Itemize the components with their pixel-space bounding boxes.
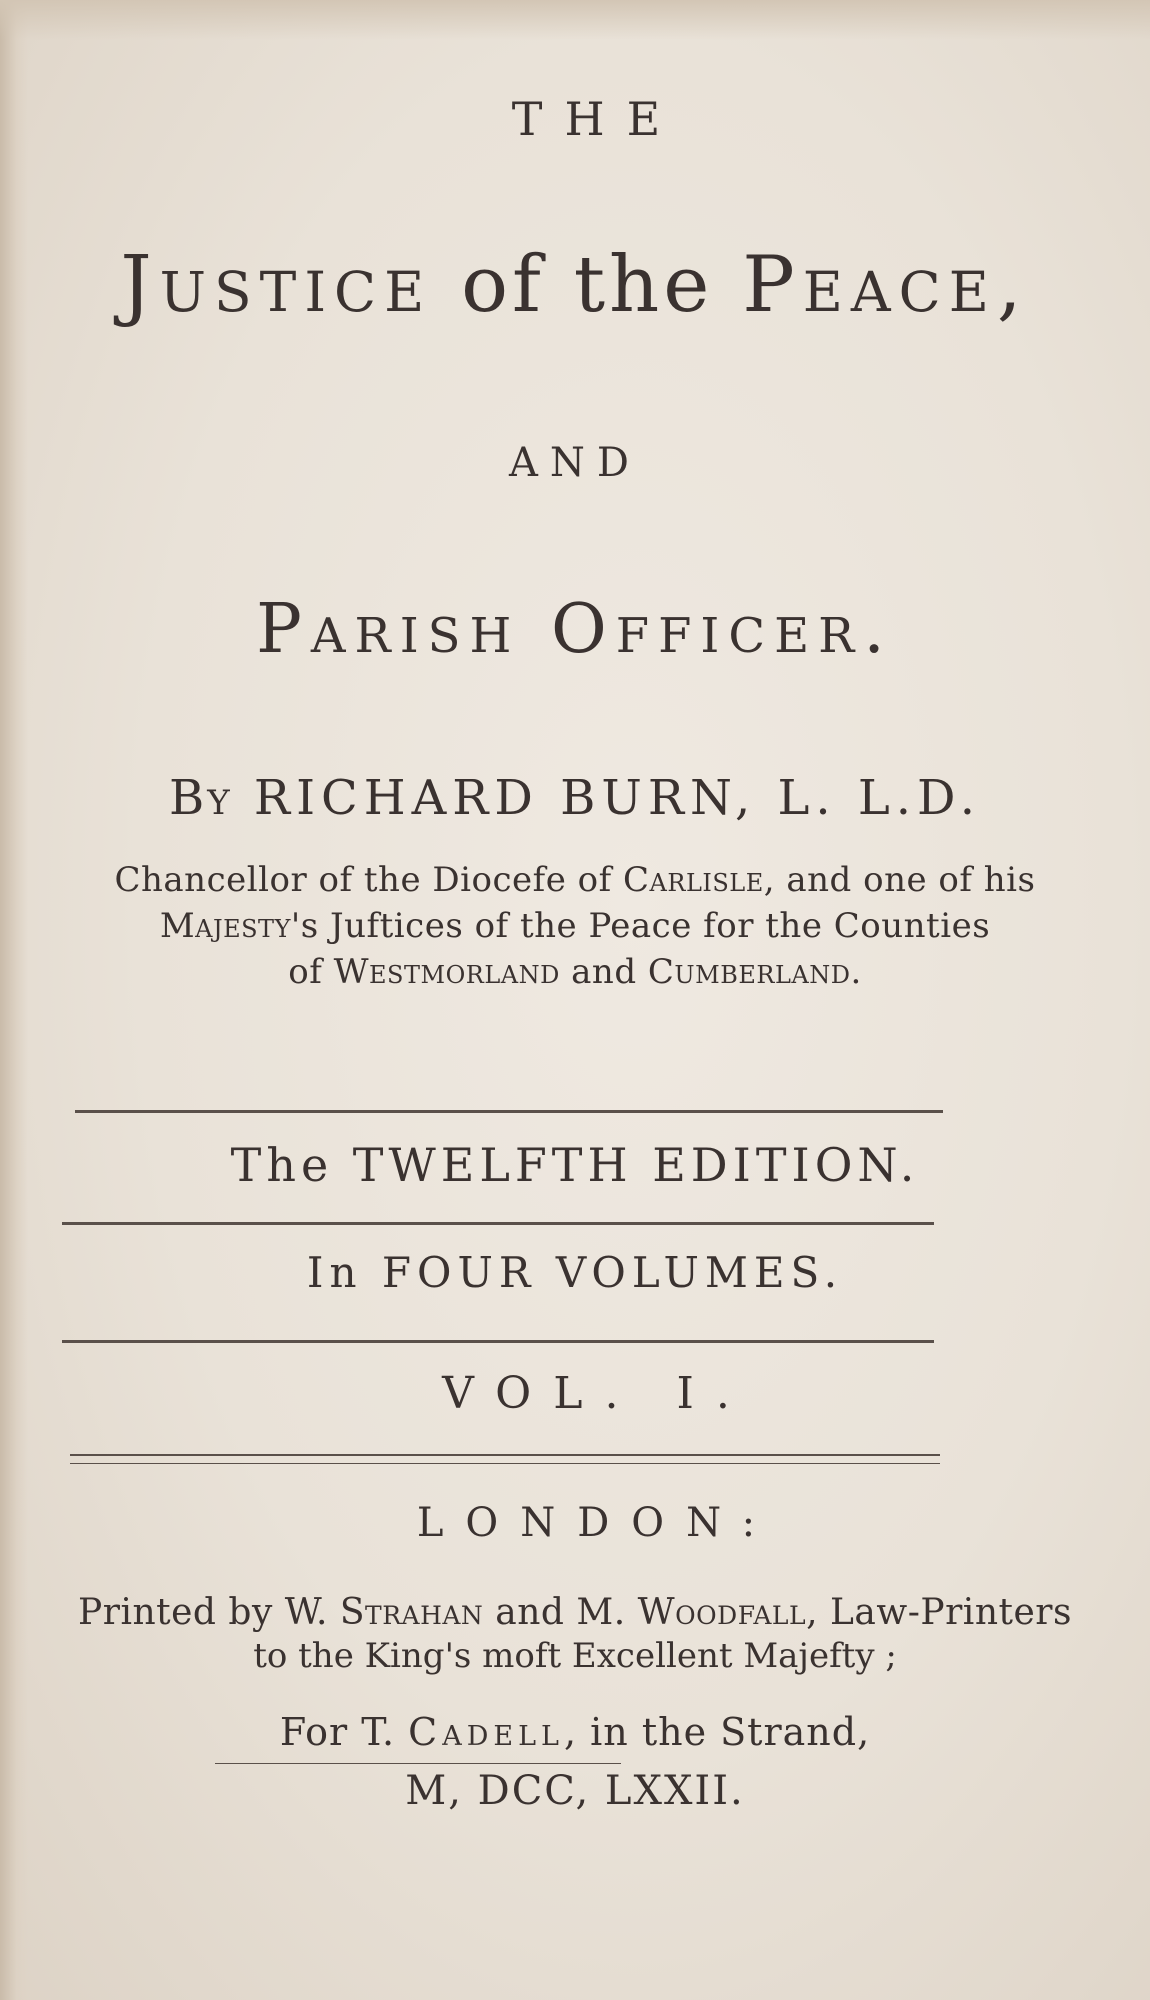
county-cumberland: Cumberland (647, 952, 851, 992)
imprint-text: and M. (495, 1592, 626, 1633)
author-description-line-1 (0, 860, 1150, 900)
imprint-text: Printed by W. (78, 1592, 328, 1633)
imprint-printers-line-2: to the King's moft Excellent Majefty ; (253, 1636, 897, 1676)
title-justice-of-the-peace (0, 240, 1150, 330)
majesty-word: Majesty (159, 906, 291, 946)
county-westmorland: Westmorland (333, 952, 560, 992)
edition-name: TWELFTH EDITION. (352, 1138, 920, 1192)
desc-text: , and one of his (763, 860, 1036, 900)
imprint-text: For T. (279, 1710, 396, 1754)
desc-text: Chancellor of the Diocefe of (114, 860, 612, 900)
desc-text: of (288, 952, 323, 992)
edition-line (0, 1138, 1150, 1192)
place-carlisle: Carlisle (623, 860, 764, 900)
divider-rule (70, 1463, 940, 1464)
edition-the: The (230, 1138, 334, 1192)
desc-text: and (571, 952, 637, 992)
volumes-line (0, 1248, 1150, 1297)
divider-rule (215, 1763, 621, 1764)
author-line (0, 770, 1150, 826)
author-name: RICHARD BURN, (253, 770, 757, 826)
desc-text: . (850, 952, 862, 992)
bookseller-cadell: Cadell (408, 1710, 564, 1754)
printer-strahan: Strahan (339, 1592, 484, 1633)
heading-the: THE (511, 92, 683, 146)
printer-woodfall: Woodfall (637, 1592, 807, 1633)
divider-rule (62, 1222, 934, 1225)
volumes-in: In (306, 1248, 363, 1297)
desc-text: 's Juftices of the Peace for the Counties (290, 906, 991, 946)
imprint-printers-line-1 (0, 1592, 1150, 1633)
imprint-text: , Law-Printers (806, 1592, 1072, 1633)
title-peace: Peace, (742, 240, 1030, 330)
author-degree: L. L.D. (777, 770, 982, 826)
title-of-the: of the (461, 240, 714, 330)
title-justice: Justice (120, 240, 433, 330)
volumes-count: FOUR VOLUMES. (381, 1248, 844, 1297)
page-top-shadow (0, 0, 1150, 40)
divider-rule (75, 1110, 943, 1113)
title-and: AND (509, 440, 641, 486)
author-description-line-2 (0, 906, 1150, 946)
volume-number: VOL. I. (442, 1368, 752, 1419)
divider-rule (70, 1454, 940, 1456)
divider-rule (62, 1340, 934, 1343)
author-by: By (168, 770, 233, 826)
imprint-text: , in the Strand, (563, 1710, 871, 1754)
title-parish-officer: Parish Officer. (256, 590, 894, 669)
author-description-line-3 (0, 952, 1150, 992)
imprint-bookseller (0, 1710, 1150, 1754)
imprint-city: LONDON: (416, 1500, 778, 1546)
imprint-date: M, DCC, LXXII. (405, 1768, 745, 1814)
